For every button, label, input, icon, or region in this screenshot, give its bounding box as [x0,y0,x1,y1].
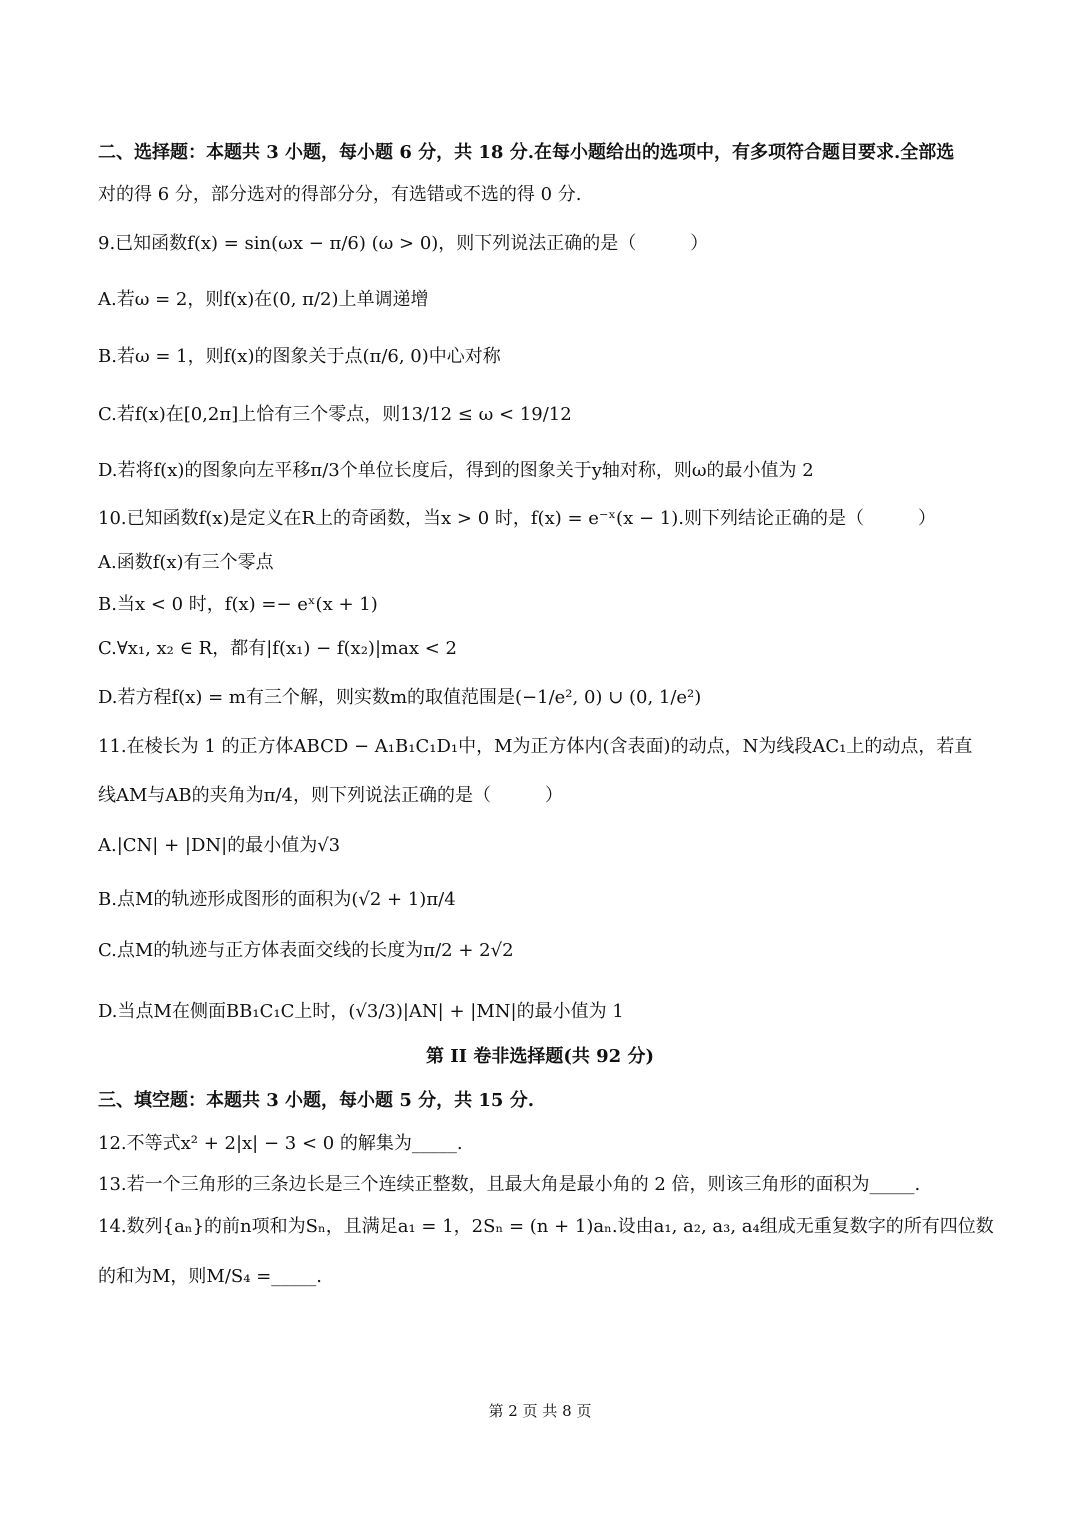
q11-stem-cont: 线AM与AB的夹角为π/4，则下列说法正确的是（ ） [98,785,564,806]
q9-option-b: B.若ω = 1，则f(x)的图象关于点(π/6, 0)中心对称 [98,346,501,367]
section2-heading: 二、选择题：本题共 3 小题，每小题 6 分，共 18 分.在每小题给出的选项中，有多项符合题目要求.全部选 [98,142,955,163]
page-footer: 第 2 页 共 8 页 [488,1402,592,1420]
section3-heading: 三、填空题：本题共 3 小题，每小题 5 分，共 15 分. [98,1090,534,1111]
q11-option-b: B.点M的轨迹形成图形的面积为(√2 + 1)π/4 [98,889,456,910]
q10-stem: 10.已知函数f(x)是定义在R上的奇函数，当x > 0 时，f(x) = e⁻ˣ(x − 1).则下列结论正确的是（ ） [98,508,936,529]
section2-heading-cont: 对的得 6 分，部分选对的得部分分，有选错或不选的得 0 分. [98,184,582,205]
part2-title: 第 II 卷非选择题(共 92 分) [426,1046,654,1067]
q11-option-a: A.|CN| + |DN|的最小值为√3 [98,835,341,856]
q10-option-b: B.当x < 0 时，f(x) =− eˣ(x + 1) [98,594,378,615]
q11-stem: 11.在棱长为 1 的正方体ABCD − A₁B₁C₁D₁中，M为正方体内(含表面)的动点，N为线段AC₁上的动点，若直 [98,736,973,757]
q10-option-d: D.若方程f(x) = m有三个解，则实数m的取值范围是(−1/e², 0) ∪ (0, 1/e²) [98,687,702,708]
q11-option-d: D.当点M在侧面BB₁C₁C上时，(√3/3)|AN| + |MN|的最小值为 1 [98,1001,624,1022]
q9-stem: 9.已知函数f(x) = sin(ωx − π/6) (ω > 0)，则下列说法正确的是（ ） [98,233,709,254]
q14-stem-cont: 的和为M，则M/S₄ =_____. [98,1266,322,1287]
q13: 13.若一个三角形的三条边长是三个连续正整数，且最大角是最小角的 2 倍，则该三角形的面积为_____. [98,1174,921,1195]
q9-option-d: D.若将f(x)的图象向左平移π/3个单位长度后，得到的图象关于y轴对称，则ω的最小值为 2 [98,460,814,481]
q10-option-c: C.∀x₁, x₂ ∈ R，都有|f(x₁) − f(x₂)|max < 2 [98,638,457,659]
q14-stem: 14.数列{aₙ}的前n项和为Sₙ，且满足a₁ = 1，2Sₙ = (n + 1)aₙ.设由a₁, a₂, a₃, a₄组成无重复数字的所有四位数 [98,1216,994,1237]
q9-option-c: C.若f(x)在[0,2π]上恰有三个零点，则13/12 ≤ ω < 19/12 [98,404,572,425]
q9-option-a: A.若ω = 2，则f(x)在(0, π/2)上单调递增 [98,289,429,310]
q11-option-c: C.点M的轨迹与正方体表面交线的长度为π/2 + 2√2 [98,940,514,961]
q10-option-a: A.函数f(x)有三个零点 [98,552,274,573]
q12: 12.不等式x² + 2|x| − 3 < 0 的解集为_____. [98,1133,463,1154]
